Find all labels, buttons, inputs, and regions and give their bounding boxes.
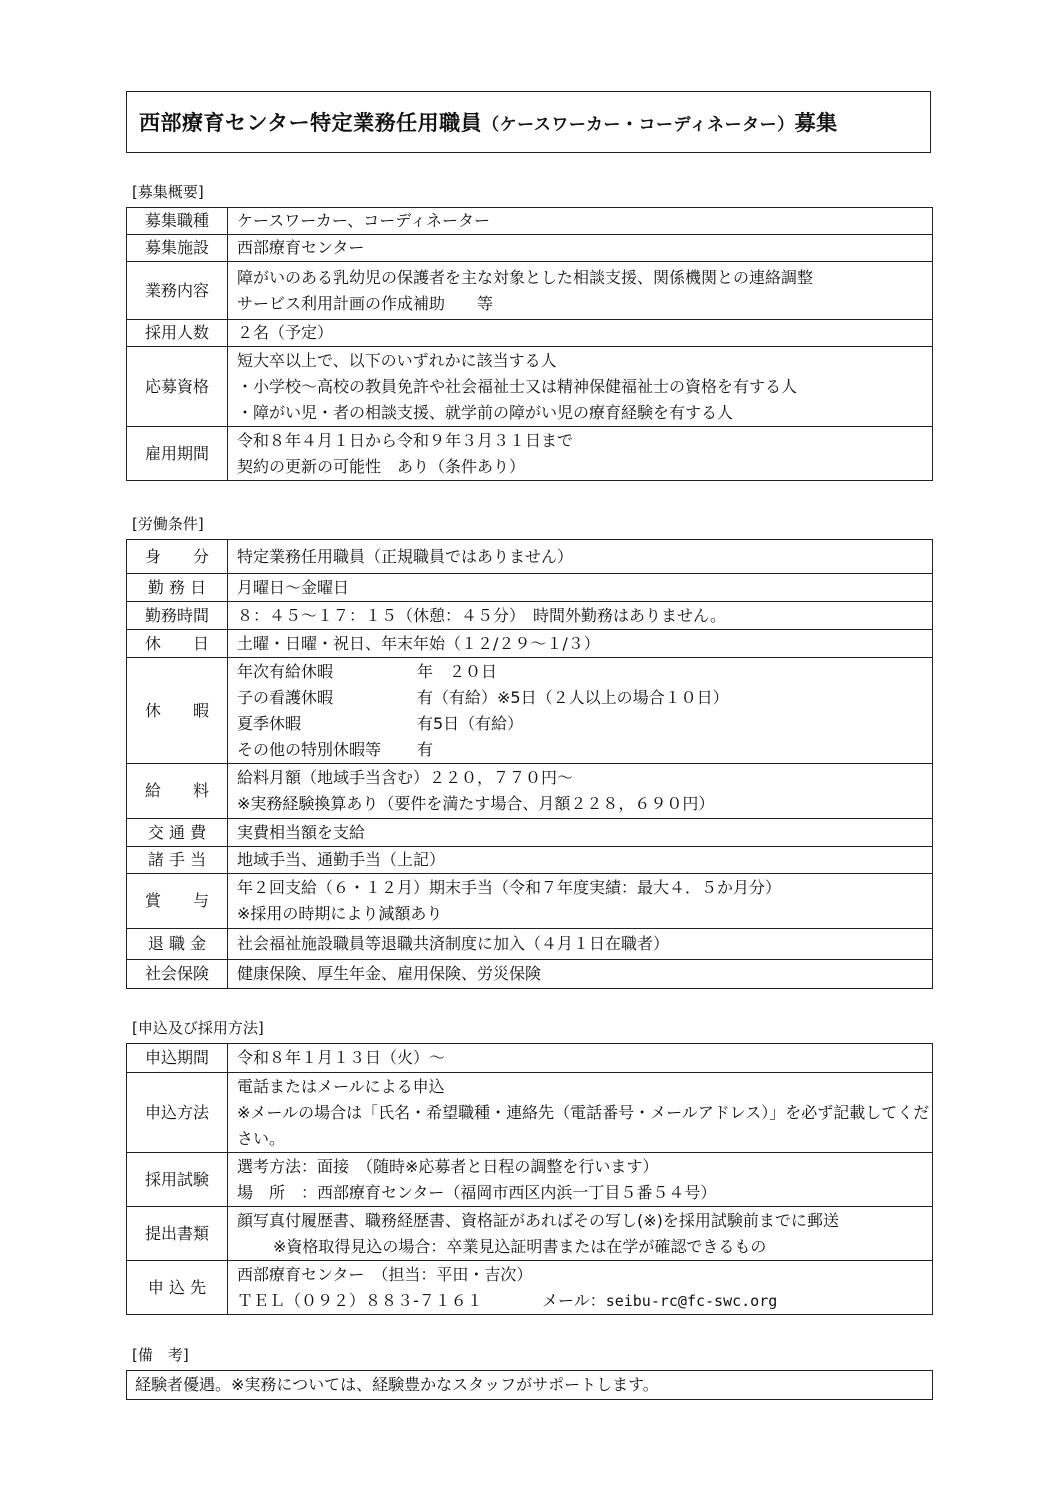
table-row — [127, 1073, 933, 1153]
table-row — [127, 819, 933, 847]
row-value — [228, 658, 933, 764]
row-value: 特定業務任用職員（正規職員ではありません） — [228, 540, 933, 574]
title-box — [126, 91, 931, 153]
conditions-table — [126, 539, 933, 989]
email-address: seibu-rc@fc-swc.org — [605, 1291, 778, 1310]
row-label: 勤務時間 — [127, 602, 228, 630]
row-value: 西部療育センター （担当：平田・吉次） ＴＥＬ（０９２）８８３-７１６１ メール：seibu-rc@fc-swc.org — [228, 1261, 933, 1315]
contact-line: ＴＥＬ（０９２）８８３-７１６１ メール：seibu-rc@fc-swc.org — [237, 1288, 932, 1314]
row-value: 地域手当、通勤手当（上記） — [228, 847, 933, 874]
row-label: 募集職種 — [127, 208, 228, 235]
remarks-value: 経験者優遇。※実務については、経験豊かなスタッフがサポートします。 — [127, 1371, 933, 1400]
table-row — [127, 235, 933, 262]
row-value: 西部療育センター — [228, 235, 933, 262]
row-value: 顔写真付履歴書、職務経歴書、資格証があればその写し(※)を採用試験前までに郵送 ※資格取得見込の場合：卒業見込証明書または在学が確認できるもの — [228, 1207, 933, 1261]
table-row — [127, 208, 933, 235]
row-label: 勤 務 日 — [127, 574, 228, 602]
row-value: 健康保険、厚生年金、雇用保険、労災保険 — [228, 960, 933, 989]
row-label: 申込方法 — [127, 1073, 228, 1153]
table-row — [127, 630, 933, 658]
leave-row: その他の特別休暇等 有 — [237, 739, 434, 759]
row-value: 選考方法：面接 （随時※応募者と日程の調整を行います） 場 所 ：西部療育センター（福岡市西区内浜一丁目５番５４号） — [228, 1153, 933, 1207]
section-label-application: [申込及び採用方法] — [132, 1019, 264, 1037]
row-label: 交 通 費 — [127, 819, 228, 847]
table-row — [127, 1371, 933, 1400]
table-row — [127, 427, 933, 481]
row-value: 実費相当額を支給 — [228, 819, 933, 847]
row-label: 諸 手 当 — [127, 847, 228, 874]
row-label: 提出書類 — [127, 1207, 228, 1261]
table-row — [127, 847, 933, 874]
row-label: 給 料 — [127, 764, 228, 819]
row-label: 雇用期間 — [127, 427, 228, 481]
leave-row: 夏季休暇 有5日（有給） — [237, 713, 524, 733]
row-label: 業務内容 — [127, 262, 228, 320]
row-label: 身 分 — [127, 540, 228, 574]
row-value: 社会福祉施設職員等退職共済制度に加入（４月１日在職者） — [228, 929, 933, 960]
title-tail: 募集 — [794, 111, 838, 135]
row-label: 社会保険 — [127, 960, 228, 989]
row-value: 令和８年４月１日から令和９年３月３１日まで 契約の更新の可能性 あり（条件あり） — [228, 427, 933, 481]
row-label: 申込期間 — [127, 1044, 228, 1073]
row-label: 採用人数 — [127, 320, 228, 347]
leave-row: 子の看護休暇 有（有給）※5日（２人以上の場合１０日） — [237, 687, 729, 707]
row-value: ８：４５～１７：１５（休憩：４５分） 時間外勤務はありません。 — [228, 602, 933, 630]
row-value: ケースワーカー、コーディネーター — [228, 208, 933, 235]
table-row — [127, 1044, 933, 1073]
row-label: 募集施設 — [127, 235, 228, 262]
table-row — [127, 960, 933, 989]
row-value: 給料月額（地域手当含む）２２０，７７０円～ ※実務経験換算あり（要件を満たす場合、月額２２８，６９０円） — [228, 764, 933, 819]
table-row — [127, 764, 933, 819]
section-label-overview: [募集概要] — [132, 183, 204, 201]
overview-table — [126, 207, 933, 481]
table-row — [127, 874, 933, 929]
row-value: 障がいのある乳幼児の保護者を主な対象とした相談支援、関係機関との連絡調整 サービス利用計画の作成補助 等 — [228, 262, 933, 320]
table-row — [127, 320, 933, 347]
table-row — [127, 574, 933, 602]
row-label: 賞 与 — [127, 874, 228, 929]
table-row — [127, 1153, 933, 1207]
section-label-conditions: [労働条件] — [132, 515, 204, 533]
row-label: 申 込 先 — [127, 1261, 228, 1315]
table-row — [127, 602, 933, 630]
page-title — [139, 107, 838, 137]
row-value: 短大卒以上で、以下のいずれかに該当する人 ・小学校～高校の教員免許や社会福祉士又は精神保健福祉士の資格を有する人 ・障がい児・者の相談支援、就学前の障がい児の療育経験を有する人 — [228, 347, 933, 427]
table-row — [127, 262, 933, 320]
row-value: 令和８年１月１３日（火）～ — [228, 1044, 933, 1073]
row-value: 月曜日～金曜日 — [228, 574, 933, 602]
row-value: ２名（予定） — [228, 320, 933, 347]
row-label: 休 日 — [127, 630, 228, 658]
table-row — [127, 1261, 933, 1315]
table-row — [127, 1207, 933, 1261]
row-value: 土曜・日曜・祝日、年末年始（１２/２９～１/３） — [228, 630, 933, 658]
title-sub: （ケースワーカー・コーディネーター） — [482, 115, 795, 135]
row-label: 採用試験 — [127, 1153, 228, 1207]
remarks-table — [126, 1370, 933, 1400]
row-label: 応募資格 — [127, 347, 228, 427]
table-row — [127, 540, 933, 574]
row-value: 電話またはメールによる申込 ※メールの場合は「氏名・希望職種・連絡先（電話番号・メールアドレス）」を必ず記載してください。 — [228, 1073, 933, 1153]
row-label: 退 職 金 — [127, 929, 228, 960]
phone-number: ＴＥＬ（０９２）８８３-７１６１ — [237, 1290, 483, 1310]
table-row — [127, 929, 933, 960]
row-label: 休 暇 — [127, 658, 228, 764]
table-row — [127, 658, 933, 764]
application-table — [126, 1043, 933, 1315]
leave-row: 年次有給休暇 年 ２０日 — [237, 661, 498, 681]
row-value: 年２回支給（６・１２月）期末手当（令和７年度実績：最大４．５か月分） ※採用の時期により減額あり — [228, 874, 933, 929]
section-label-remarks: [備 考] — [132, 1346, 189, 1364]
title-main: 西部療育センター特定業務任用職員 — [139, 111, 483, 135]
table-row — [127, 347, 933, 427]
